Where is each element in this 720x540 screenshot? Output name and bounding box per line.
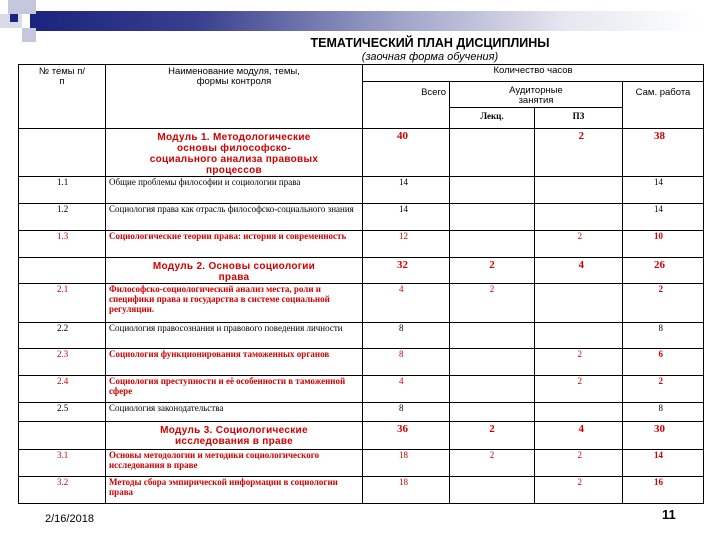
cell-lect bbox=[450, 128, 535, 176]
topic-row bbox=[19, 230, 704, 257]
topic-row bbox=[19, 449, 704, 476]
cell-lect: 2 bbox=[450, 283, 535, 322]
cell-total: 12 bbox=[363, 230, 450, 257]
cell-self: 14 bbox=[623, 176, 704, 203]
cell-total: 40 bbox=[363, 128, 450, 176]
cell-num: 2.3 bbox=[19, 348, 106, 375]
cell-name: Модуль 3. Социологические исследования в праве bbox=[106, 421, 363, 449]
cell-total: 8 bbox=[363, 322, 450, 348]
cell-total: 14 bbox=[363, 203, 450, 230]
cell-pz bbox=[535, 283, 623, 322]
cell-total: 18 bbox=[363, 449, 450, 476]
cell-self: 30 bbox=[623, 421, 704, 449]
cell-name: Социология законодательства bbox=[106, 402, 363, 421]
cell-num bbox=[19, 128, 106, 176]
cell-self: 26 bbox=[623, 257, 704, 283]
cell-lect bbox=[450, 203, 535, 230]
cell-name: Социология преступности и её особенности в таможенной сфере bbox=[106, 375, 363, 402]
cell-pz: 2 bbox=[535, 230, 623, 257]
slide-date: 2/16/2018 bbox=[45, 513, 94, 525]
thematic-plan-table bbox=[18, 64, 704, 504]
cell-total: 8 bbox=[363, 348, 450, 375]
cell-pz: 4 bbox=[535, 421, 623, 449]
cell-pz: 2 bbox=[535, 128, 623, 176]
page-subtitle: (заочная форма обучения) bbox=[361, 51, 499, 63]
cell-pz bbox=[535, 322, 623, 348]
cell-self: 2 bbox=[623, 283, 704, 322]
cell-self: 38 bbox=[623, 128, 704, 176]
cell-lect bbox=[450, 230, 535, 257]
cell-name: Общие проблемы философии и социологии права bbox=[106, 176, 363, 203]
cell-lect: 2 bbox=[450, 449, 535, 476]
cell-name: Социология правосознания и правового поведения личности bbox=[106, 322, 363, 348]
cell-lect bbox=[450, 176, 535, 203]
cell-num: 1.3 bbox=[19, 230, 106, 257]
cell-name: Социологические теории права: история и современность bbox=[106, 230, 363, 257]
decor-square bbox=[10, 14, 18, 22]
cell-pz: 2 bbox=[535, 375, 623, 402]
cell-num: 2.1 bbox=[19, 283, 106, 322]
cell-num: 3.1 bbox=[19, 449, 106, 476]
cell-num: 2.2 bbox=[19, 322, 106, 348]
cell-self: 14 bbox=[623, 203, 704, 230]
cell-self: 8 bbox=[623, 322, 704, 348]
cell-num bbox=[19, 421, 106, 449]
topic-row bbox=[19, 322, 704, 348]
cell-total: 4 bbox=[363, 283, 450, 322]
header-auditory: Аудиторные занятия bbox=[450, 82, 623, 108]
decor-square bbox=[8, 0, 36, 14]
topic-row bbox=[19, 203, 704, 230]
cell-self: 6 bbox=[623, 348, 704, 375]
cell-lect bbox=[450, 375, 535, 402]
topic-row bbox=[19, 348, 704, 375]
header-hours: Количество часов bbox=[363, 65, 704, 82]
cell-total: 18 bbox=[363, 476, 450, 503]
cell-lect: 2 bbox=[450, 421, 535, 449]
cell-pz: 2 bbox=[535, 476, 623, 503]
cell-lect bbox=[450, 348, 535, 375]
cell-pz: 4 bbox=[535, 257, 623, 283]
topic-row bbox=[19, 402, 704, 421]
cell-self: 8 bbox=[623, 402, 704, 421]
cell-self: 10 bbox=[623, 230, 704, 257]
cell-pz: 2 bbox=[535, 449, 623, 476]
cell-self: 2 bbox=[623, 375, 704, 402]
cell-lect bbox=[450, 322, 535, 348]
cell-name: Основы методологии и методики социологического исследования в праве bbox=[106, 449, 363, 476]
cell-total: 36 bbox=[363, 421, 450, 449]
header-pz: ПЗ bbox=[535, 107, 623, 128]
cell-total: 32 bbox=[363, 257, 450, 283]
cell-num: 3.2 bbox=[19, 476, 106, 503]
decor-square bbox=[22, 28, 36, 42]
cell-name: Социология права как отрасль философско-социального знания bbox=[106, 203, 363, 230]
page-title: ТЕМАТИЧЕСКИЙ ПЛАН ДИСЦИПЛИНЫ bbox=[310, 36, 550, 50]
cell-pz bbox=[535, 203, 623, 230]
cell-num: 2.4 bbox=[19, 375, 106, 402]
cell-total: 14 bbox=[363, 176, 450, 203]
module-row bbox=[19, 421, 704, 449]
cell-num bbox=[19, 257, 106, 283]
header-num: № темы п/п bbox=[19, 65, 106, 129]
cell-self: 14 bbox=[623, 449, 704, 476]
cell-name: Методы сбора эмпирической информации в социологии права bbox=[106, 476, 363, 503]
topic-row bbox=[19, 375, 704, 402]
cell-num: 2.5 bbox=[19, 402, 106, 421]
cell-num: 1.2 bbox=[19, 203, 106, 230]
topic-row bbox=[19, 283, 704, 322]
header-total: Всего bbox=[363, 82, 450, 129]
cell-name: Социология функционирования таможенных органов bbox=[106, 348, 363, 375]
cell-name: Модуль 2. Основы социологии права bbox=[106, 257, 363, 283]
header-decoration-bar bbox=[30, 11, 700, 31]
topic-row bbox=[19, 476, 704, 503]
header-name: Наименование модуля, темы, формы контроля bbox=[106, 65, 363, 129]
cell-lect bbox=[450, 476, 535, 503]
cell-lect bbox=[450, 402, 535, 421]
page-number: 11 bbox=[662, 507, 676, 522]
header-lectures: Лекц. bbox=[450, 107, 535, 128]
module-row bbox=[19, 257, 704, 283]
cell-total: 8 bbox=[363, 402, 450, 421]
cell-pz bbox=[535, 176, 623, 203]
cell-name: Модуль 1. Методологические основы философско-социального анализа правовых процессов bbox=[106, 128, 363, 176]
cell-num: 1.1 bbox=[19, 176, 106, 203]
header-self-work: Сам. работа bbox=[623, 82, 704, 129]
cell-lect: 2 bbox=[450, 257, 535, 283]
cell-pz bbox=[535, 402, 623, 421]
cell-pz: 2 bbox=[535, 348, 623, 375]
topic-row bbox=[19, 176, 704, 203]
module-row bbox=[19, 128, 704, 176]
cell-total: 4 bbox=[363, 375, 450, 402]
cell-name: Философско-социологический анализ места, роли и специфики права и государства в системе социальной регуляции. bbox=[106, 283, 363, 322]
cell-self: 16 bbox=[623, 476, 704, 503]
